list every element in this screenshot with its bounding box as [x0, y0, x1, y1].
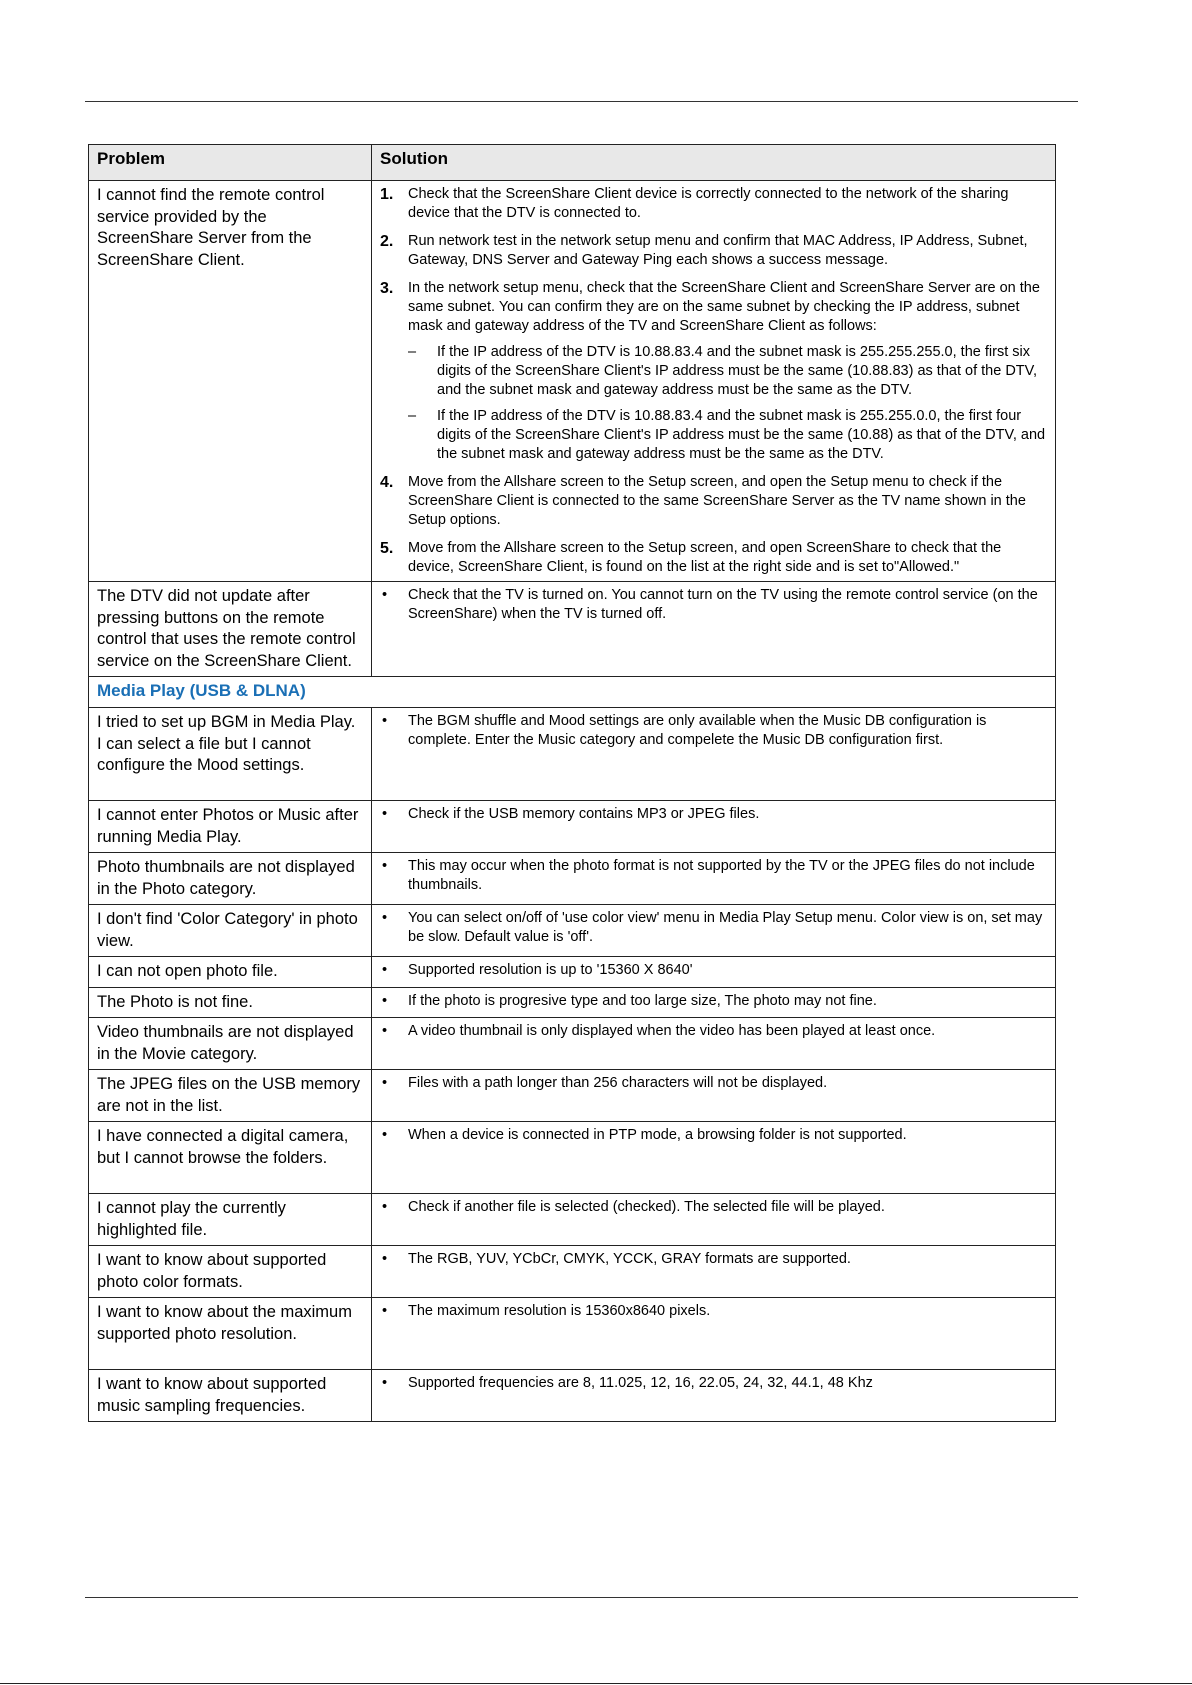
solution-text: You can select on/off of 'use color view' menu in Media Play Setup menu. Color view is on, set may be slow. Default value is 'off'.	[408, 910, 1043, 945]
step-item	[380, 473, 1047, 530]
problem-cell: I cannot enter Photos or Music after running Media Play.	[89, 801, 372, 853]
sub-item-text: If the IP address of the DTV is 10.88.83.4 and the subnet mask is 255.255.255.0, the first six digits of the ScreenShare Client's IP address must be the same (10.88.83) as that of the DTV, and the subnet mask and gateway address must be the same as the DTV.	[437, 344, 1038, 398]
step-text: Move from the Allshare screen to the Setup screen, and open the Setup menu to check if the ScreenShare Client is connected to the same ScreenShare Server as the TV name shown in the Setup options.	[408, 474, 1026, 528]
step-number: 1.	[380, 186, 394, 203]
bullet-icon: •	[382, 1251, 388, 1267]
solution-cell	[372, 1246, 1056, 1298]
table-row	[89, 1122, 1056, 1194]
table-row	[89, 987, 1056, 1018]
step-text: Move from the Allshare screen to the Setup screen, and open ScreenShare to check that the device, ScreenShare Client, is found on the list at the right side and is set to"Allowed."	[408, 540, 1002, 575]
steps-list	[380, 185, 1047, 577]
dash-icon: –	[408, 408, 417, 424]
solution-cell	[372, 905, 1056, 957]
solution-text: Check if another file is selected (checked). The selected file will be played.	[408, 1199, 885, 1215]
solution-text: This may occur when the photo format is not supported by the TV or the JPEG files do not include thumbnails.	[408, 858, 1035, 893]
solution-cell	[372, 987, 1056, 1018]
sub-item	[408, 343, 1047, 400]
solution-text: Supported resolution is up to '15360 X 8640'	[408, 962, 693, 978]
dash-icon: –	[408, 344, 417, 360]
problem-cell: The JPEG files on the USB memory are not in the list.	[89, 1070, 372, 1122]
step-item	[380, 279, 1047, 464]
table-row	[89, 708, 1056, 801]
footer-rule	[85, 1597, 1078, 1598]
step-number: 2.	[380, 233, 394, 250]
problem-cell: Video thumbnails are not displayed in the Movie category.	[89, 1018, 372, 1070]
solution-text: The RGB, YUV, YCbCr, CMYK, YCCK, GRAY formats are supported.	[408, 1251, 851, 1267]
problem-cell: I cannot find the remote control service provided by the ScreenShare Server from the ScreenShare Client.	[89, 181, 372, 582]
problem-cell: I want to know about the maximum supported photo resolution.	[89, 1298, 372, 1370]
problem-cell: I can not open photo file.	[89, 957, 372, 988]
section-row	[89, 677, 1056, 708]
sub-item-text: If the IP address of the DTV is 10.88.83.4 and the subnet mask is 255.255.0.0, the first four digits of the ScreenShare Client's IP address must be the same (10.88) as that of the DTV, and the subnet mask and gateway address must be the same as the DTV.	[437, 408, 1046, 462]
problem-cell: I want to know about supported music sampling frequencies.	[89, 1370, 372, 1422]
header-rule	[85, 101, 1078, 102]
table-header-row	[89, 145, 1056, 181]
solution-cell	[372, 181, 1056, 582]
table-row	[89, 801, 1056, 853]
solution-text: If the photo is progresive type and too large size, The photo may not fine.	[408, 992, 877, 1009]
solution-cell	[372, 853, 1056, 905]
sub-item	[408, 407, 1047, 464]
section-title: Media Play (USB & DLNA)	[89, 677, 1056, 708]
table-row	[89, 1370, 1056, 1422]
solution-text: Supported frequencies are 8, 11.025, 12, 16, 22.05, 24, 32, 44.1, 48 Khz	[408, 1375, 873, 1391]
table-row	[89, 582, 1056, 677]
solution-header: Solution	[372, 145, 1056, 181]
bullet-icon: •	[382, 858, 388, 874]
bullet-icon: •	[382, 1023, 388, 1039]
solution-cell	[372, 1194, 1056, 1246]
step-item	[380, 232, 1047, 270]
page-edge-rule	[0, 1683, 1192, 1684]
table-row	[89, 1298, 1056, 1370]
problem-cell: Photo thumbnails are not displayed in the Photo category.	[89, 853, 372, 905]
problem-cell: The DTV did not update after pressing buttons on the remote control that uses the remote control service on the ScreenShare Client.	[89, 582, 372, 677]
bullet-icon: •	[382, 992, 388, 1009]
bullet-icon: •	[382, 1375, 388, 1391]
bullet-icon: •	[382, 1127, 388, 1143]
bullet-icon: •	[382, 587, 388, 603]
table-row	[89, 1194, 1056, 1246]
bullet-icon: •	[382, 1075, 388, 1091]
solution-cell	[372, 1070, 1056, 1122]
problem-cell: I have connected a digital camera, but I cannot browse the folders.	[89, 1122, 372, 1194]
sub-list	[408, 343, 1047, 464]
solution-cell	[372, 708, 1056, 801]
step-item	[380, 185, 1047, 223]
step-text: In the network setup menu, check that the ScreenShare Client and ScreenShare Server are on the same subnet. You can confirm they are on the same subnet by checking the IP address, subnet mask and gateway address of the TV and ScreenShare Client as follows:	[408, 280, 1040, 334]
bullet-icon: •	[382, 806, 388, 822]
table-row	[89, 1018, 1056, 1070]
step-text: Check that the ScreenShare Client device is correctly connected to the network of the sharing device that the DTV is connected to.	[408, 186, 1009, 221]
bullet-icon: •	[382, 713, 388, 729]
solution-cell	[372, 582, 1056, 677]
solution-cell	[372, 1122, 1056, 1194]
step-number: 3.	[380, 280, 394, 297]
problem-cell: I tried to set up BGM in Media Play. I can select a file but I cannot configure the Mood settings.	[89, 708, 372, 801]
solution-text: A video thumbnail is only displayed when the video has been played at least once.	[408, 1023, 936, 1039]
bullet-icon: •	[382, 910, 388, 926]
problem-header: Problem	[89, 145, 372, 181]
bullet-icon: •	[382, 962, 388, 978]
solution-cell	[372, 1018, 1056, 1070]
step-item	[380, 539, 1047, 577]
solution-cell	[372, 957, 1056, 988]
solution-text: The maximum resolution is 15360x8640 pixels.	[408, 1303, 711, 1319]
solution-text: Check that the TV is turned on. You cannot turn on the TV using the remote control service (on the ScreenShare) when the TV is turned off.	[408, 587, 1038, 622]
table-row	[89, 853, 1056, 905]
troubleshooting-table	[88, 144, 1056, 1422]
problem-cell: I want to know about supported photo color formats.	[89, 1246, 372, 1298]
solution-text: When a device is connected in PTP mode, a browsing folder is not supported.	[408, 1127, 907, 1143]
problem-cell: I don't find 'Color Category' in photo view.	[89, 905, 372, 957]
solution-cell	[372, 801, 1056, 853]
table-row	[89, 1246, 1056, 1298]
bullet-icon: •	[382, 1199, 388, 1215]
solution-text: The BGM shuffle and Mood settings are only available when the Music DB configuration is complete. Enter the Music category and compelete the Music DB configuration first.	[408, 713, 987, 748]
table-row	[89, 1070, 1056, 1122]
bullet-icon: •	[382, 1303, 388, 1319]
solution-cell	[372, 1298, 1056, 1370]
table-row	[89, 957, 1056, 988]
step-text: Run network test in the network setup menu and confirm that MAC Address, IP Address, Subnet, Gateway, DNS Server and Gateway Ping each shows a success message.	[408, 233, 1028, 268]
solution-text: Files with a path longer than 256 characters will not be displayed.	[408, 1075, 828, 1091]
step-number: 5.	[380, 540, 394, 557]
problem-cell: The Photo is not fine.	[89, 987, 372, 1018]
solution-text: Check if the USB memory contains MP3 or JPEG files.	[408, 806, 760, 822]
table-row	[89, 905, 1056, 957]
table-row	[89, 181, 1056, 582]
solution-cell	[372, 1370, 1056, 1422]
step-number: 4.	[380, 474, 394, 491]
problem-cell: I cannot play the currently highlighted file.	[89, 1194, 372, 1246]
